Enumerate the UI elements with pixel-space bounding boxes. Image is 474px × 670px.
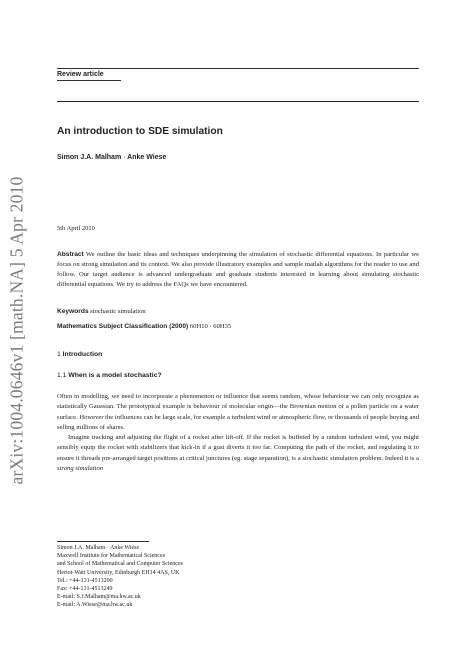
subsection-heading — [57, 372, 162, 379]
body-text — [57, 392, 419, 474]
footnote-email: E-mail: A.Wiese@ma.hw.ac.uk — [57, 602, 133, 609]
title-rule — [57, 101, 419, 102]
keywords-text: stochastic simulation — [90, 308, 146, 315]
footnote-line: Fax: +44-131-4513249 — [57, 586, 113, 593]
header-rule — [57, 68, 419, 69]
msc-classification — [57, 323, 231, 330]
msc-codes: 60H10 · 60H35 — [189, 323, 232, 330]
footnote-line: and School of Mathematical and Computer Sciences — [57, 561, 183, 568]
subsection-number: 1.1 — [57, 372, 67, 379]
affiliation-footnote — [57, 544, 183, 610]
author-name: Anke Wiese — [127, 154, 167, 161]
arxiv-identifier: arXiv:1004.0646v1 [math.NA] 5 Apr 2010 — [6, 176, 27, 484]
abstract-label: Abstract — [57, 251, 84, 258]
header-underline — [57, 80, 121, 81]
author-name: Simon J.A. Malham — [57, 154, 122, 161]
footnote-line: Maxwell Institute for Mathematical Sciences — [57, 553, 165, 560]
emphasis-text: strong simulation — [57, 465, 104, 473]
arxiv-sidebar — [2, 176, 32, 484]
msc-label: Mathematics Subject Classification (2000) — [57, 323, 189, 330]
paper-date: 5th April 2010 — [57, 225, 95, 232]
subsection-title: When is a model stochastic? — [68, 372, 162, 379]
section-number: 1 — [57, 351, 61, 358]
paper-title: An introduction to SDE simulation — [57, 126, 223, 137]
section-heading — [57, 351, 102, 358]
section-title: Introduction — [62, 351, 103, 358]
footnote-line: Tel.: +44-131-4513200 — [57, 577, 113, 584]
paragraph-text: Imagine tracking and adjusting the flight of a rocket after lift-off. If the rocket is buffeted by a random turbulent wind, you might sensibly equip the rocket with stabilizers that kick-in if a gust diverts it too far. Computing the path of the rocket, and regulating it to ensure it threads pre-arranged target positions at critical junctures (eg. stage separation), is a stochastic simulation problem. Indeed it is a — [57, 434, 419, 462]
footnote-line: Simon J.A. Malham · Anke Wiese — [57, 545, 140, 551]
footnote-line: Heriot-Watt University, Edinburgh EH14 4AS, UK — [57, 569, 180, 576]
keywords — [57, 308, 146, 315]
keywords-label: Keywords — [57, 308, 89, 315]
paragraph — [57, 433, 419, 474]
article-type: Review article — [57, 71, 104, 78]
footnote-rule — [57, 541, 149, 542]
paragraph: Often in modelling, we need to incorporate a phenomenon or influence that seems random, whose behaviour we can only recognize as statistically Gaussian. The prototypical example is behaviour of molecular origin—the Brownian motion of a pollen particle on a water surface. However the influences can be large scale, for example a turbulent wind or atmospheric flow, or thousands of people buying and selling millions of shares. — [57, 393, 419, 431]
footnote-email: E-mail: S.J.Malham@ma.hw.ac.uk — [57, 594, 141, 601]
abstract-text: We outline the basic ideas and techniques underpinning the simulation of stochastic differential equations. In particular we focus on strong simulation and its context. We also provide illustratory examples and sample matlab algorithms for the reader to use and follow. Our target audience is advanced undergraduate and graduate students interested in learning about simulating stochastic differential equations. We try to address the FAQs we have encountered. — [57, 251, 420, 289]
authors — [57, 154, 166, 161]
abstract — [57, 250, 419, 290]
author-separator: · — [123, 154, 126, 161]
